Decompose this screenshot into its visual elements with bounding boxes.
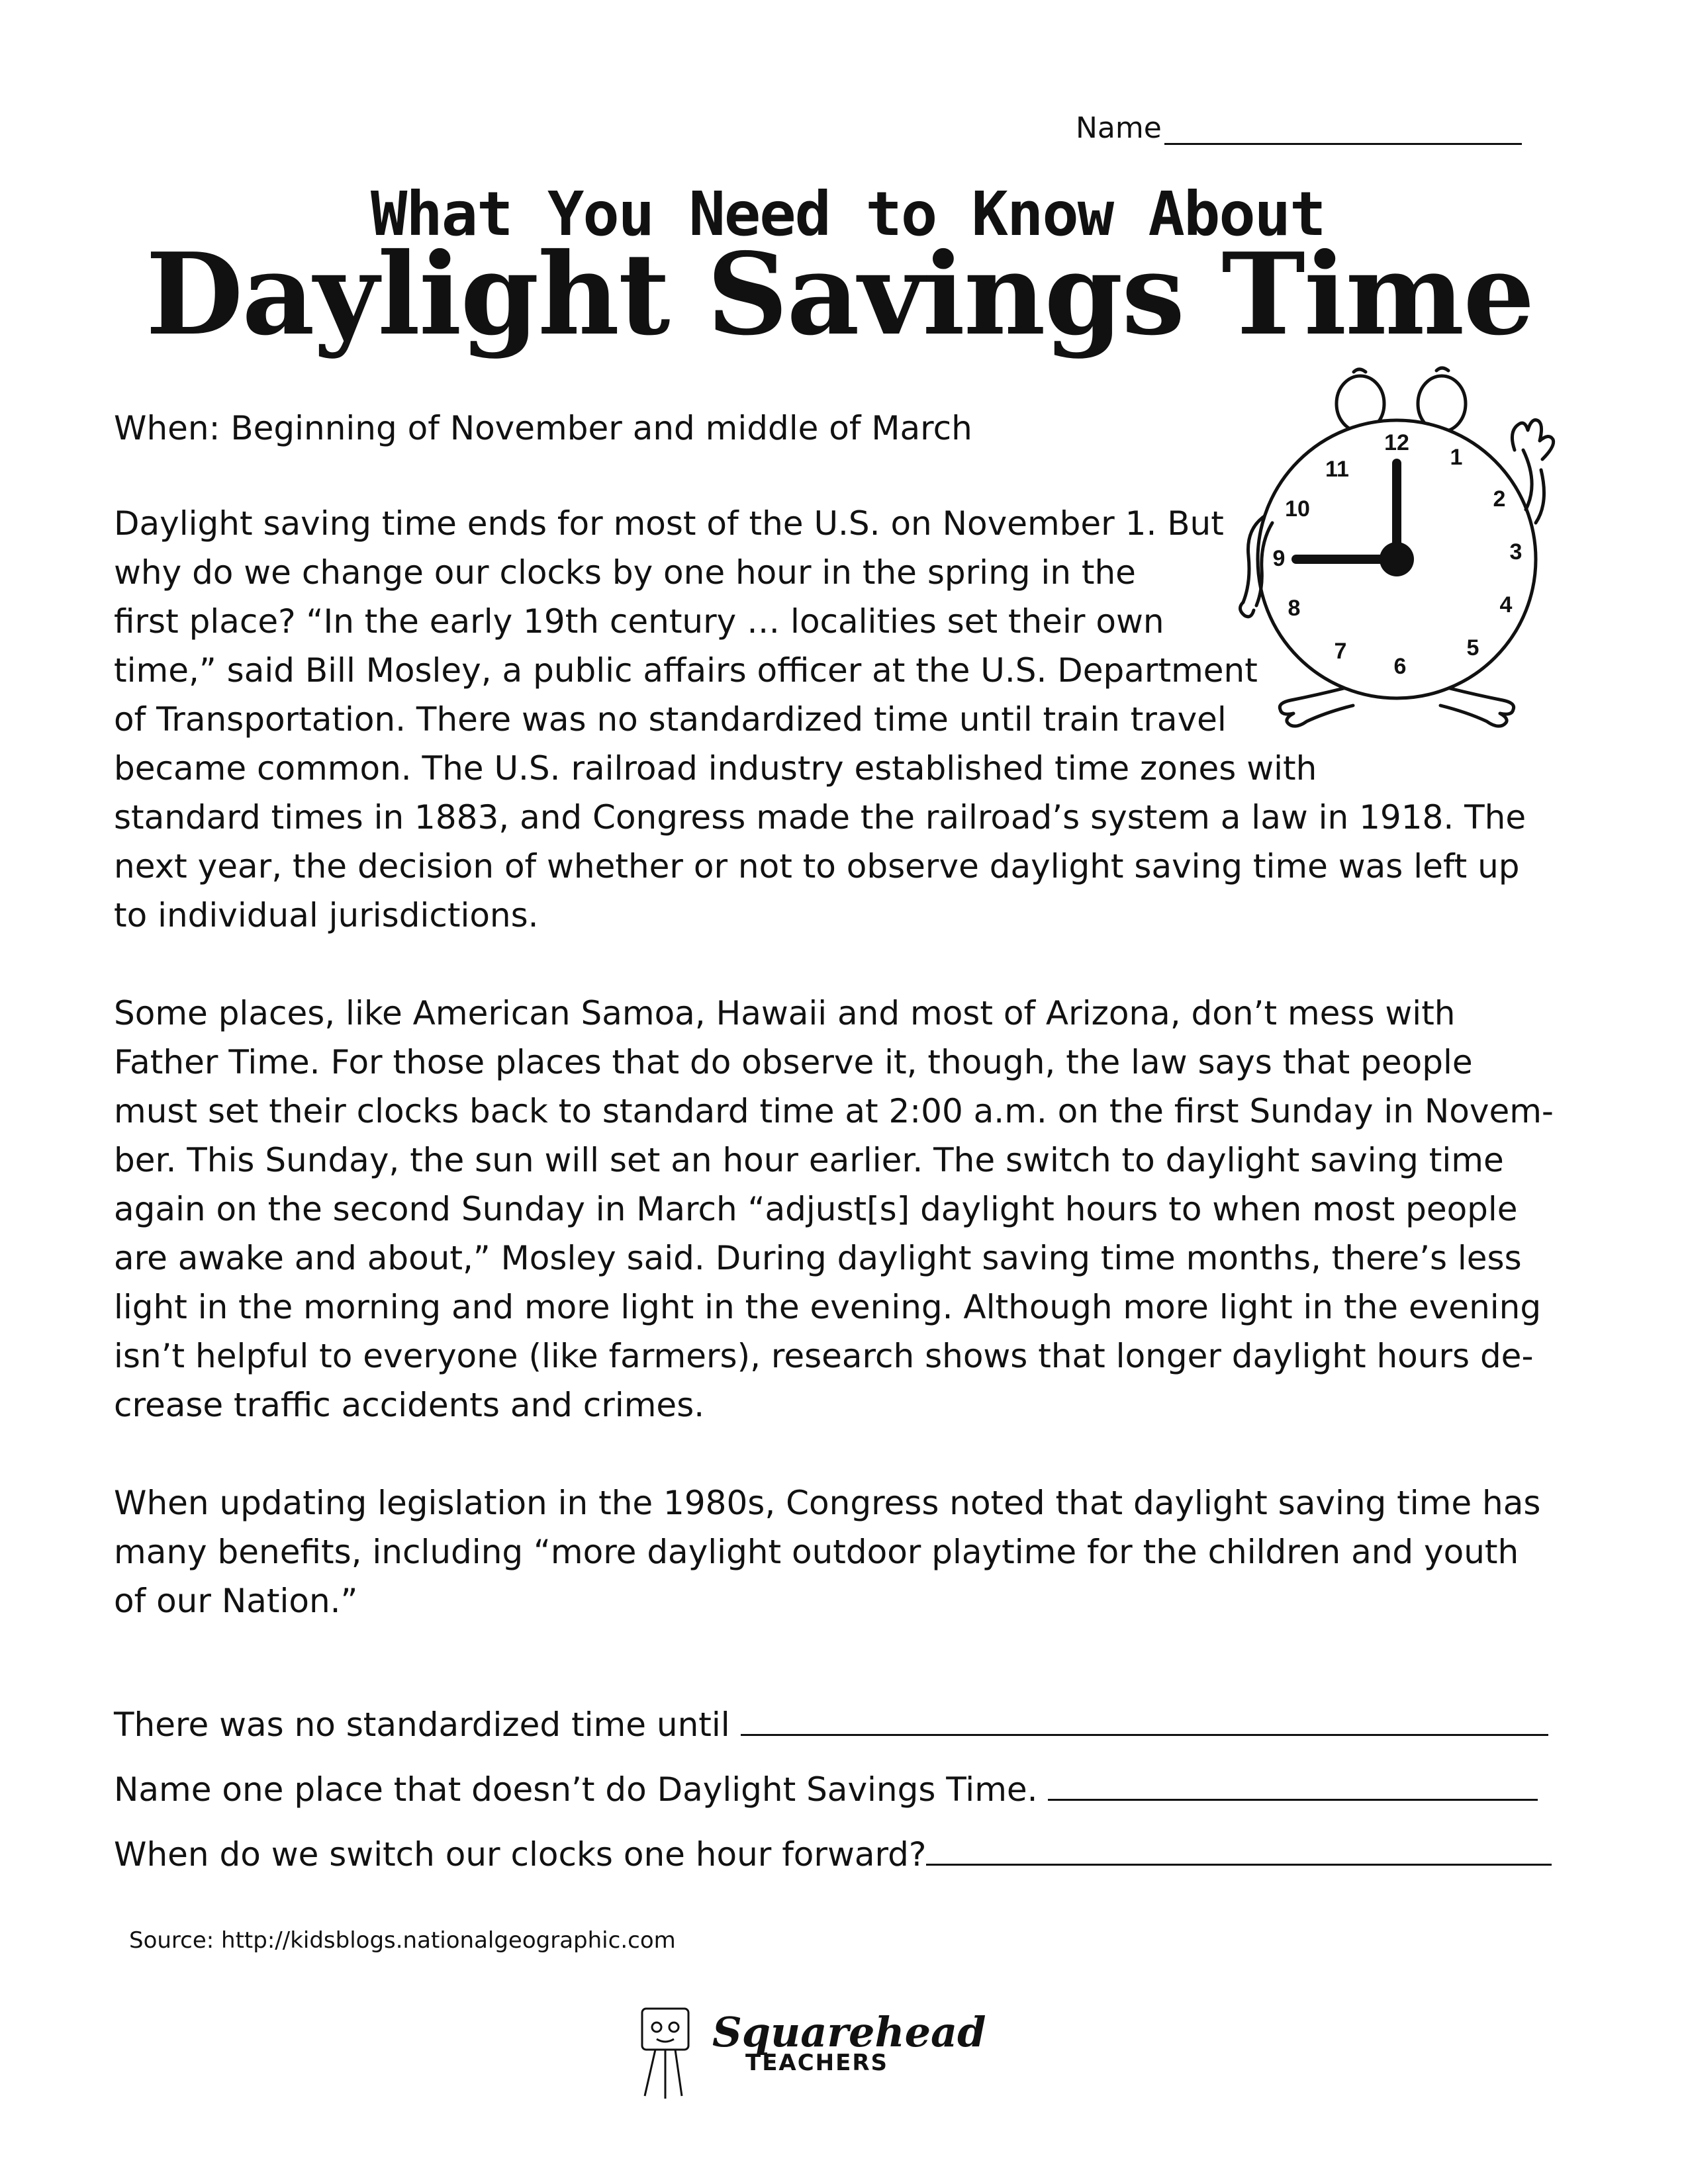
squarehead-character-icon <box>629 2002 708 2101</box>
paragraph-line: Some places, like American Samoa, Hawaii and most of Arizona, don’t mess with <box>114 994 1456 1032</box>
when-line: When: Beginning of November and middle of March <box>114 409 972 447</box>
paragraph-3 <box>114 1479 1540 1625</box>
paragraph-line: time,” said Bill Mosley, a public affairs officer at the U.S. Department <box>114 651 1258 690</box>
clock-number-6: 6 <box>1393 654 1407 679</box>
squarehead-logo <box>629 2002 986 2101</box>
paragraph-line: first place? “In the early 19th century … localities set their own <box>114 602 1164 641</box>
paragraph-line: Daylight saving time ends for most of the U.S. on November 1. But <box>114 504 1224 543</box>
clock-number-5: 5 <box>1466 635 1479 660</box>
clock-number-2: 2 <box>1493 486 1506 512</box>
paragraph-line: became common. The U.S. railroad industry established time zones with <box>114 749 1317 788</box>
name-field[interactable] <box>1076 111 1522 145</box>
question-text: There was no standardized time until <box>114 1706 730 1744</box>
paragraph-line: are awake and about,” Mosley said. During daylight saving time months, there’s less <box>114 1239 1522 1277</box>
clock-number-1: 1 <box>1450 445 1463 470</box>
paragraph-line: standard times in 1883, and Congress made the railroad’s system a law in 1918. The <box>114 798 1526 837</box>
paragraph-line: crease traffic accidents and crimes. <box>114 1386 705 1424</box>
paragraph-line: ber. This Sunday, the sun will set an hour earlier. The switch to daylight saving time <box>114 1141 1504 1179</box>
logo-subtitle: TEACHERS <box>745 2049 889 2076</box>
clock-number-12: 12 <box>1384 430 1409 455</box>
paragraph-line: light in the morning and more light in the evening. Although more light in the evening <box>114 1288 1542 1326</box>
paragraph-line: When updating legislation in the 1980s, Congress noted that daylight saving time has <box>114 1484 1541 1522</box>
name-blank[interactable] <box>1164 114 1522 145</box>
paragraph-line: of Transportation. There was no standardized time until train travel <box>114 700 1227 739</box>
clock-number-10: 10 <box>1285 496 1310 522</box>
title-subheading: What You Need to Know About <box>371 179 1325 250</box>
source-citation: Source: http://kidsblogs.nationalgeographic.com <box>129 1927 676 1954</box>
paragraph-line: isn’t helpful to everyone (like farmers), research shows that longer daylight hours de- <box>114 1337 1534 1375</box>
paragraph-2 <box>114 989 1554 1430</box>
paragraph-line: why do we change our clocks by one hour in the spring in the <box>114 553 1136 592</box>
answer-blank-2[interactable] <box>1048 1766 1538 1801</box>
page-title: Daylight Savings Time <box>146 228 1534 361</box>
question-2 <box>114 1766 1538 1809</box>
clock-number-8: 8 <box>1288 596 1301 621</box>
clock-number-3: 3 <box>1509 539 1523 565</box>
question-3 <box>114 1831 1552 1874</box>
answer-blank-3[interactable] <box>926 1831 1552 1866</box>
answer-blank-1[interactable] <box>741 1701 1548 1736</box>
question-text: Name one place that doesn’t do Daylight Savings Time. <box>114 1770 1038 1809</box>
paragraph-line: many benefits, including “more daylight outdoor playtime for the children and youth <box>114 1533 1519 1571</box>
paragraph-1 <box>114 499 1526 940</box>
clock-number-9: 9 <box>1272 546 1286 571</box>
clock-number-11: 11 <box>1325 457 1349 482</box>
clock-number-7: 7 <box>1334 639 1347 664</box>
paragraph-line: again on the second Sunday in March “adjust[s] daylight hours to when most people <box>114 1190 1518 1228</box>
name-label: Name <box>1076 111 1162 145</box>
paragraph-line: of our Nation.” <box>114 1582 358 1620</box>
paragraph-line: Father Time. For those places that do observe it, though, the law says that people <box>114 1043 1473 1081</box>
question-text: When do we switch our clocks one hour forward? <box>114 1835 927 1874</box>
question-1 <box>114 1701 1548 1744</box>
paragraph-line: next year, the decision of whether or not to observe daylight saving time was left up <box>114 847 1520 886</box>
clock-number-4: 4 <box>1499 592 1513 617</box>
paragraph-line: to individual jurisdictions. <box>114 896 539 934</box>
paragraph-line: must set their clocks back to standard time at 2:00 a.m. on the first Sunday in Novem- <box>114 1092 1554 1130</box>
logo-name: Squarehead <box>712 2007 986 2056</box>
